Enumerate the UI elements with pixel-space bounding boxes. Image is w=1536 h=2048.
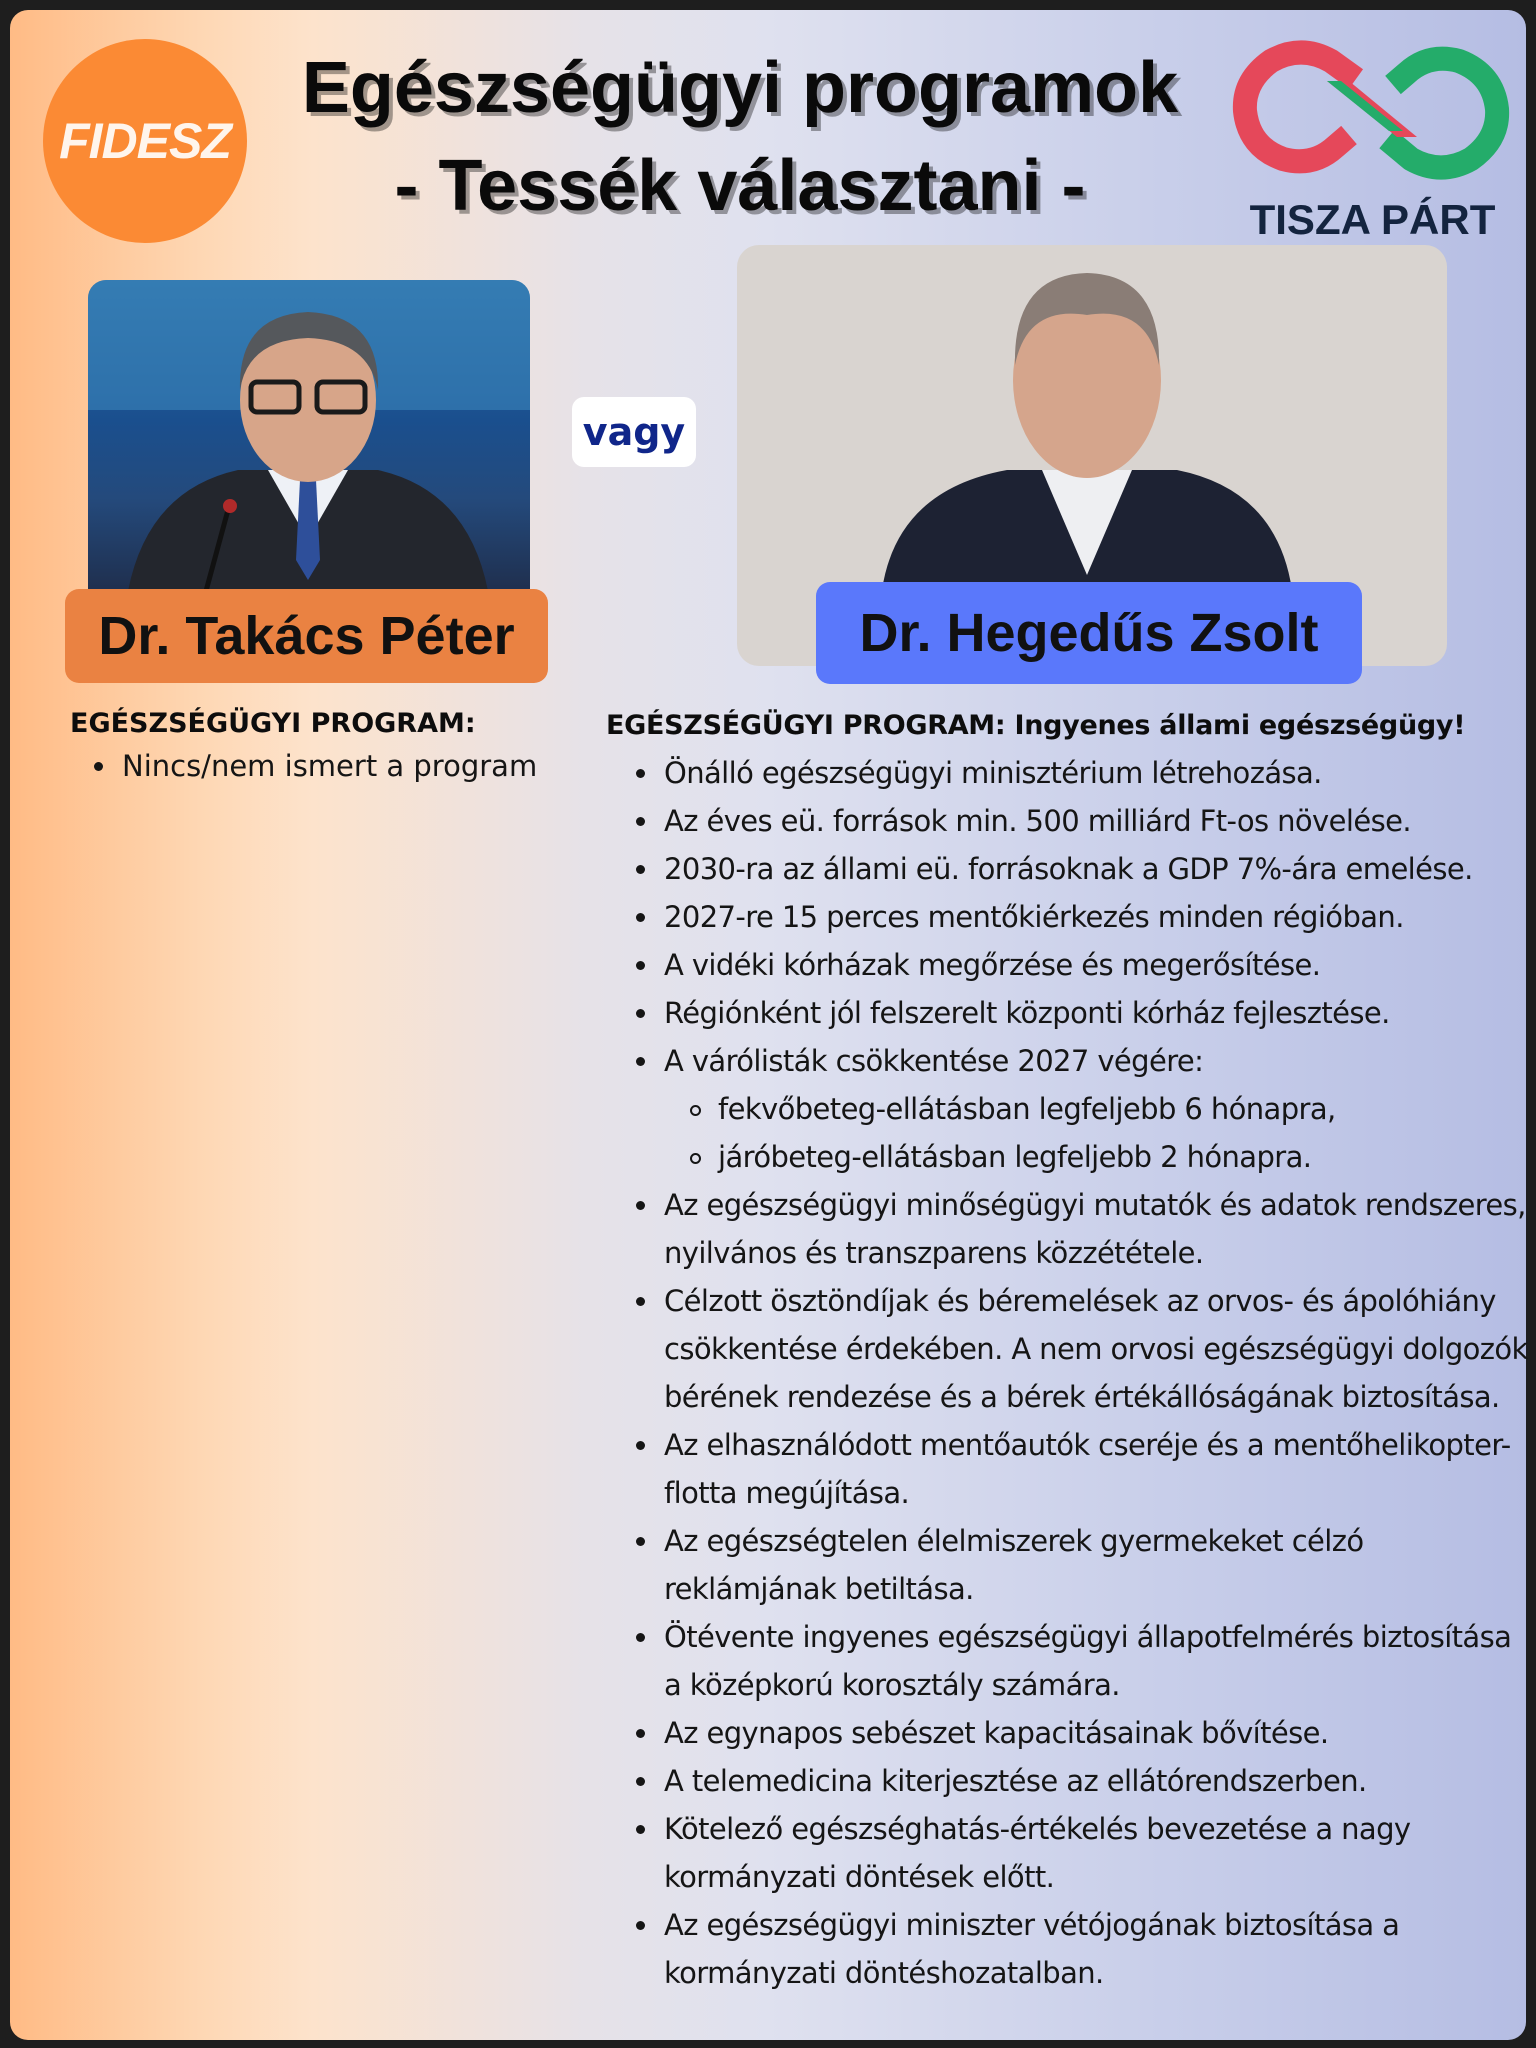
- title-line-1: Egészségügyi programok: [301, 48, 1179, 128]
- list-item: Az egynapos sebészet kapacitásainak bővítése.: [630, 1709, 1530, 1757]
- fidesz-logo: [43, 39, 247, 243]
- sub-list-item: járóbeteg-ellátásban legfeljebb 2 hónapra.: [684, 1133, 1530, 1181]
- person-portrait-icon: [88, 280, 530, 591]
- versus-label: vagy: [572, 397, 696, 467]
- candidate-photo-left: [88, 280, 530, 591]
- list-item: A vidéki kórházak megőrzése és megerősítése.: [630, 941, 1530, 989]
- right-program-list: [630, 749, 1530, 1997]
- list-item: Az elhasználódott mentőautók cseréje és a mentőhelikopter-flotta megújítása.: [630, 1421, 1530, 1517]
- list-item: Az egészségügyi miniszter vétójogának biztosítása a kormányzati döntéshozatalban.: [630, 1901, 1530, 1997]
- list-item: A várólisták csökkentése 2027 végére:: [630, 1037, 1530, 1085]
- list-item: Régiónként jól felszerelt központi kórház fejlesztése.: [630, 989, 1530, 1037]
- list-item: Önálló egészségügyi minisztérium létrehozása.: [630, 749, 1530, 797]
- poster-panel: [10, 10, 1526, 2040]
- list-item: Nincs/nem ismert a program: [88, 742, 578, 790]
- right-program-heading: EGÉSZSÉGÜGYI PROGRAM: Ingyenes állami egészségügy!: [606, 710, 1466, 741]
- left-program-heading: EGÉSZSÉGÜGYI PROGRAM:: [70, 708, 476, 739]
- list-item: Az éves eü. források min. 500 milliárd Ft-os növelése.: [630, 797, 1530, 845]
- candidate-name-left: Dr. Takács Péter: [65, 589, 548, 683]
- list-item: 2027-re 15 perces mentőkiérkezés minden régióban.: [630, 893, 1530, 941]
- title-line-2: - Tessék választani -: [394, 146, 1086, 226]
- list-item: Célzott ösztöndíjak és béremelések az orvos- és ápolóhiány csökkentése érdekében. A nem orvosi egészségügyi dolgozók bérének rendezése és a bérek értékállóságának biztosítása.: [630, 1277, 1530, 1421]
- tisza-infinity-logo-icon: [1231, 39, 1512, 181]
- sub-list-item: fekvőbeteg-ellátásban legfeljebb 6 hónapra,: [684, 1085, 1530, 1133]
- list-item: 2030-ra az állami eü. forrásoknak a GDP 7%-ára emelése.: [630, 845, 1530, 893]
- list-item: Ötévente ingyenes egészségügyi állapotfelmérés biztosítása a középkorú korosztály számára.: [630, 1613, 1530, 1709]
- left-program-list: [88, 742, 578, 790]
- list-item: Az egészségügyi minőségügyi mutatók és adatok rendszeres, nyilvános és transzparens közzététele.: [630, 1181, 1530, 1277]
- fidesz-logo-text: FIDESZ: [59, 113, 231, 169]
- tisza-logo-text: TISZA PÁRT: [1249, 196, 1496, 243]
- list-item: Kötelező egészséghatás-értékelés bevezetése a nagy kormányzati döntések előtt.: [630, 1805, 1530, 1901]
- candidate-name-right: Dr. Hegedűs Zsolt: [816, 582, 1362, 684]
- list-item: Az egészségtelen élelmiszerek gyermekeket célzó reklámjának betiltása.: [630, 1517, 1530, 1613]
- list-item: A telemedicina kiterjesztése az ellátórendszerben.: [630, 1757, 1530, 1805]
